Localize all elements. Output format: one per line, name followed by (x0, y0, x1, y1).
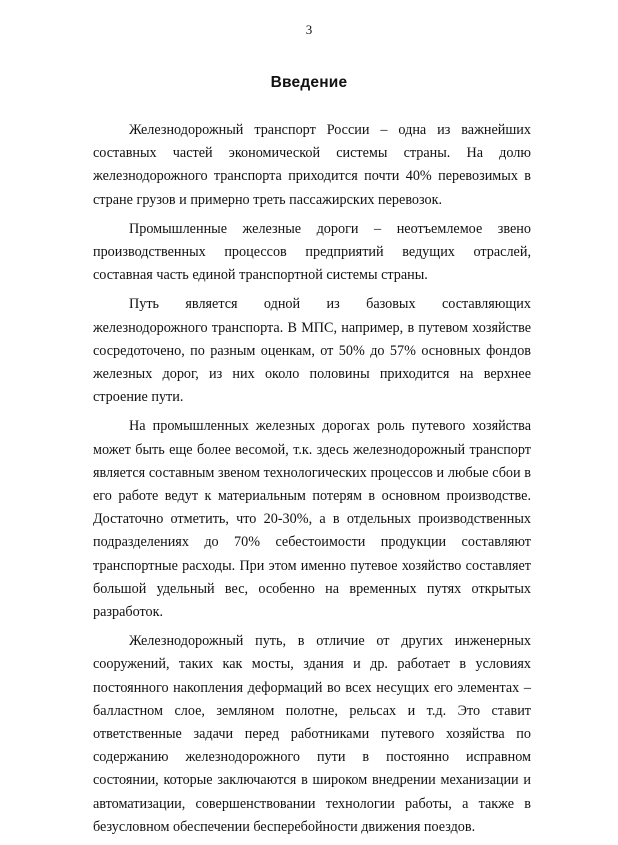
paragraph-5: Железнодорожный путь, в отличие от других инженерных сооружений, таких как мосты, здания и др. работает в условиях постоянного накопления деформаций во всех несущих его элементах – балластном слое, земляном полотне, рельсах и т.д. Это ставит ответственные задачи перед работниками путевого хозяйства по содержанию железнодорожного пути в постоянно исправном состоянии, которые заключаются в широком внедрении механизации и автоматизации, совершенствовании технологии работы, а также в безусловном обеспечении бесперебойности движения поездов. (93, 633, 531, 835)
paragraph-4: На промышленных железных дорогах роль путевого хозяйства может быть еще более весомой, т.к. здесь железнодорожный транспорт является составным звеном технологических процессов и любые сбои в его работе ведут к материальным потерям в основном производстве. Достаточно отметить, что 20-30%, а в отдельных производственных подразделениях до 70% себестоимости продукции составляют транспортные расходы. При этом именно путевое хозяйство составляет большой удельный вес, особенно на временных путях открытых разработок. (93, 418, 531, 621)
page-number: 3 (305, 22, 313, 37)
section-title: Введение (270, 74, 348, 91)
body-text (93, 119, 531, 845)
paragraph-1: Железнодорожный транспорт России – одна из важнейших составных частей экономической системы страны. На долю железнодорожного транспорта приходится почти 40% перевозимых в стране грузов и примерно треть пассажирских перевозок. (93, 122, 531, 208)
paragraph-3: Путь является одной из базовых составляющих железнодорожного транспорта. В МПС, например, в путевом хозяйстве сосредоточено, по разным оценкам, от 50% до 57% основных фондов железных дорог, из них около половины приходится на верхнее строение пути. (93, 296, 531, 406)
paragraph-2: Промышленные железные дороги – неотъемлемое звено производственных процессов предприятий ведущих отраслей, составная часть единой транспортной системы страны. (93, 220, 531, 284)
